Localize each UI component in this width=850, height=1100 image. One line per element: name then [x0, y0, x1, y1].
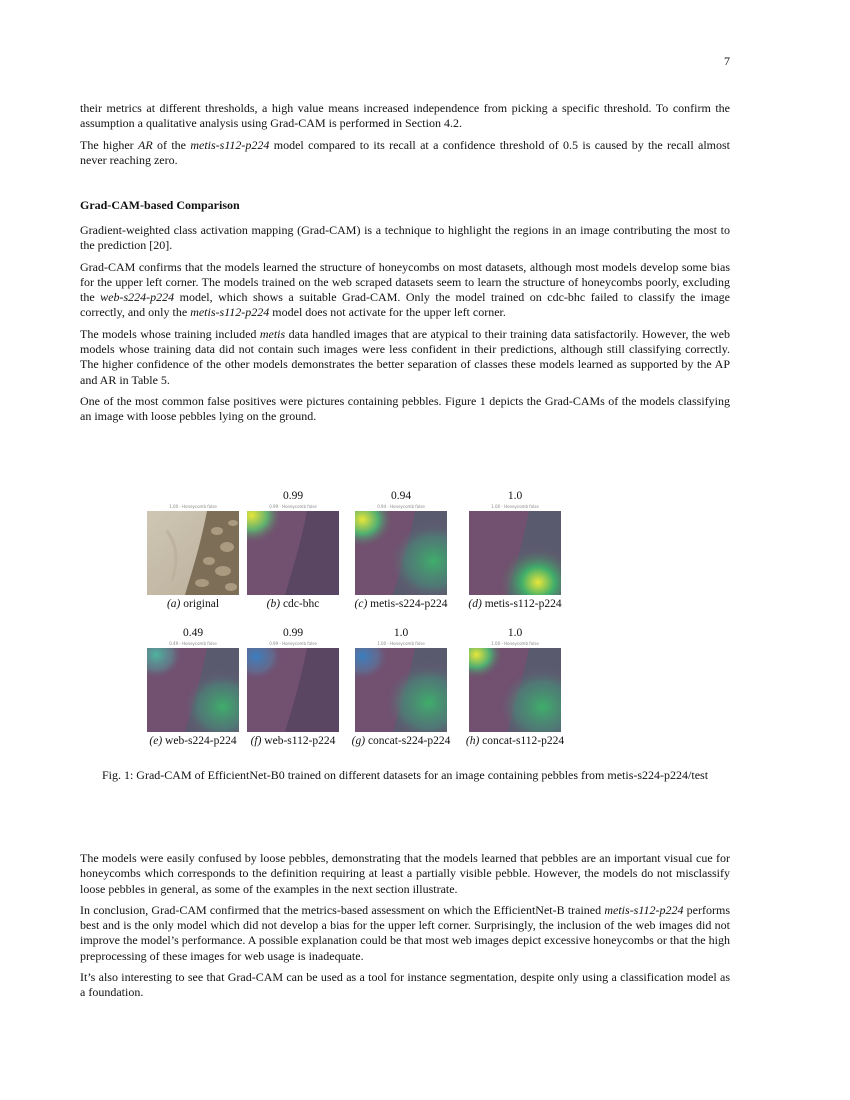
panel-caption: (e) web-s224-p224: [149, 735, 237, 747]
panel-caption: (h) concat-s112-p224: [465, 735, 565, 747]
panel-image: [247, 640, 339, 732]
panel-caption: (d) metis-s112-p224: [468, 598, 562, 610]
panel-image: [147, 640, 239, 732]
figure-panel: [450, 626, 580, 747]
paragraph: One of the most common false positives were pictures containing pebbles. Figure 1 depicts the Grad-CAMs of the models classifying an image with loose pebbles lying on the ground.: [80, 393, 730, 424]
panel-score: 1.0: [393, 627, 409, 639]
panel-caption: (c) metis-s224-p224: [354, 598, 448, 610]
panel-mini-title: 1.00 - Honeycomb false: [469, 503, 561, 511]
gradcam-heatmap: [355, 511, 447, 595]
gradcam-heatmap: [469, 511, 561, 595]
panel-mini-title: 1.00 - Honeycomb false: [469, 640, 561, 648]
panel-mini-title: 1.00 - Honeycomb false: [355, 640, 447, 648]
figure-panel: [336, 489, 466, 610]
figure-panel: [336, 626, 466, 747]
paragraph: The models were easily confused by loose pebbles, demonstrating that the models learned that pebbles are an important visual cue for honeycombs which corresponds to the definition requiring at least a partially visible pebble. However, the models do not misclassify loose pebbles in general, as some of the examples in the next section illustrate.: [80, 851, 730, 896]
panel-caption: (b) cdc-bhc: [266, 598, 320, 610]
paragraph: The models whose training included metis data handled images that are atypical to their training data satisfactorily. However, the web models whose training data did not contain such images were less confident in their predictions, although still classifying correctly. The higher confidence of the other models demonstrates the better separation of classes these models learned as supported by the AP and AR in Table 5.: [80, 326, 730, 387]
section-gradcam: [80, 198, 730, 431]
panel-image: [355, 640, 447, 732]
section-heading: Grad-CAM-based Comparison: [80, 198, 240, 212]
panel-image: [147, 503, 239, 595]
panel-score: 0.49: [182, 627, 204, 639]
panel-score: 0.94: [390, 490, 412, 502]
original-photo: [147, 511, 239, 595]
bottom-text-block: [80, 851, 730, 1007]
top-text-block: [80, 101, 730, 174]
panel-score: 0.99: [282, 627, 304, 639]
panel-mini-title: 0.94 - Honeycomb false: [355, 503, 447, 511]
gradcam-heatmap: [247, 648, 339, 732]
gradcam-heatmap: [147, 648, 239, 732]
page-number: 7: [724, 54, 730, 68]
paragraph: In conclusion, Grad-CAM confirmed that the metrics-based assessment on which the EfficientNet-B trained metis-s112-p224 performs best and is the only model which did not develop a bias for the upper left corner. Surprisingly, the inclusion of the web images did not improve the model’s performance. A possible explanation could be that most web images depict excessive honeycombs or that the high preprocessing of these images for web usage is inadequate.: [80, 902, 730, 963]
panel-score: 0.99: [282, 490, 304, 502]
panel-caption: (g) concat-s224-p224: [351, 735, 451, 747]
figure-panel: [450, 489, 580, 610]
paragraph: The higher AR of the metis-s112-p224 model compared to its recall at a confidence threshold of 0.5 is caused by the recall almost never reaching zero.: [80, 137, 730, 167]
gradcam-heatmap: [355, 648, 447, 732]
panel-image: [469, 503, 561, 595]
panel-image: [469, 640, 561, 732]
figure-1: [80, 489, 730, 809]
panel-mini-title: 0.49 - Honeycomb false: [147, 640, 239, 648]
panel-mini-title: 0.99 - Honeycomb false: [247, 503, 339, 511]
gradcam-heatmap: [247, 511, 339, 595]
panel-mini-title: 1.00 - Honeycomb false: [147, 503, 239, 511]
figure-caption: Fig. 1: Grad-CAM of EfficientNet-B0 trained on different datasets for an image containing pebbles from metis-s224-p224/test: [101, 768, 709, 782]
panel-caption: (a) original: [166, 598, 220, 610]
panel-score: 1.0: [507, 627, 523, 639]
paragraph: Grad-CAM confirms that the models learned the structure of honeycombs on most datasets, although most models develop some bias for the upper left corner. The models trained on the web scraped datasets seem to learn the structure of honeycombs poorly, excluding the web-s224-p224 model, which shows a suitable Grad-CAM. Only the model trained on cdc-bhc failed to classify the image correctly, and only the metis-s112-p224 model does not activate for the upper left corner.: [80, 259, 730, 320]
panel-score: 1.0: [507, 490, 523, 502]
paragraph: It’s also interesting to see that Grad-CAM can be used as a tool for instance segmentation, despite only using a classification model as a foundation.: [80, 970, 730, 1000]
panel-caption: (f) web-s112-p224: [250, 735, 336, 747]
gradcam-heatmap: [469, 648, 561, 732]
paragraph: their metrics at different thresholds, a high value means increased independence from picking a specific threshold. To confirm the assumption a qualitative analysis using Grad-CAM is performed in Section 4.2.: [80, 101, 730, 131]
panel-image: [247, 503, 339, 595]
panel-image: [355, 503, 447, 595]
paragraph: Gradient-weighted class activation mapping (Grad-CAM) is a technique to highlight the regions in an image contributing the most to the prediction [20].: [80, 223, 730, 253]
panel-mini-title: 0.99 - Honeycomb false: [247, 640, 339, 648]
